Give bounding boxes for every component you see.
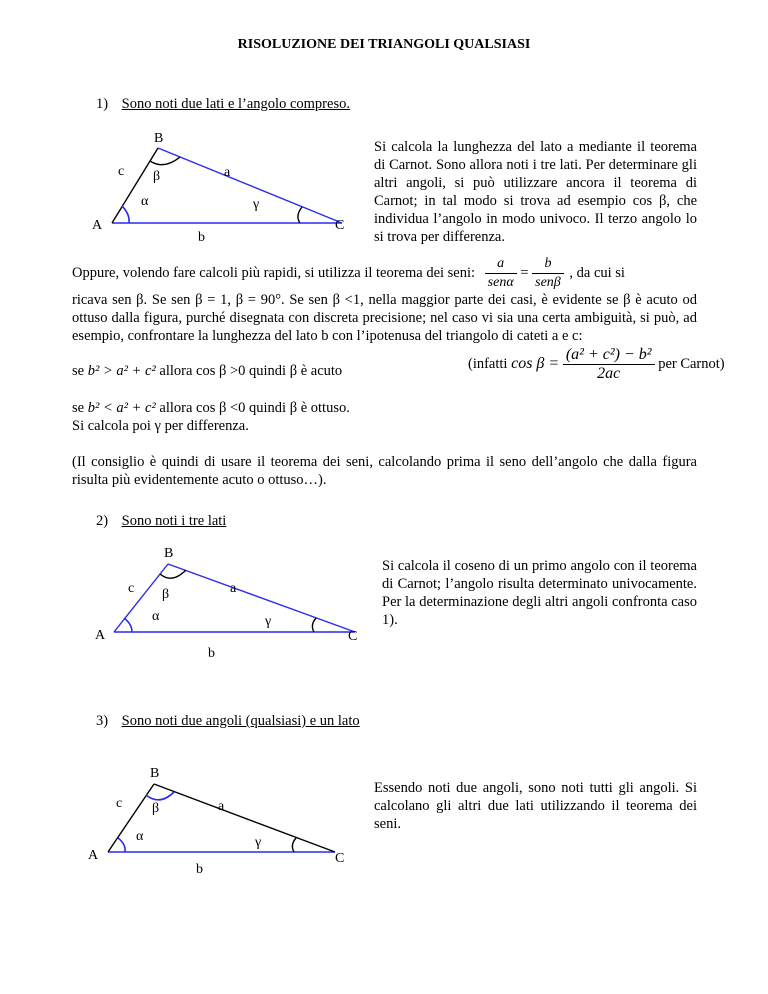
fraction-a-sin-alpha (485, 255, 517, 292)
side-label-c: c (118, 164, 125, 179)
section-2-description: Si calcola il coseno di un primo angolo con il teorema di Carnot; l’angolo risulta determinato univocamente. Per la determinazione degli altri angoli confronta caso 1). (382, 558, 697, 628)
angle-arc-gamma (292, 838, 296, 852)
infatti-text: (infatti (468, 355, 508, 372)
side-c (112, 148, 161, 223)
side-a (158, 148, 342, 223)
section-2-title: Sono noti i tre lati (121, 513, 227, 529)
frac-num-a: a (485, 255, 517, 274)
side-label-b: b (196, 862, 203, 877)
angle-label-gamma: γ (255, 835, 262, 850)
angle-label-alpha: α (136, 829, 144, 844)
side-label-c: c (128, 581, 135, 596)
frac-den-sen-beta: senβ (535, 275, 561, 290)
carnot-numerator: (a² + c²) − b² (563, 346, 655, 365)
angle-label-gamma: γ (253, 197, 260, 212)
equals-sign: = (520, 264, 529, 281)
vertex-label-A: A (95, 628, 106, 643)
side-label-b: b (198, 230, 205, 245)
section-2-heading (96, 513, 226, 530)
angle-arc-gamma (298, 207, 302, 223)
page-title: RISOLUZIONE DEI TRIANGOLI QUALSIASI (237, 37, 531, 52)
angle-arc-gamma (312, 618, 316, 632)
triangle-figure-3 (70, 760, 370, 880)
obtuse-conclusion: allora cos β <0 quindi β è ottuso. (159, 400, 350, 416)
angle-arc-alpha (124, 618, 132, 632)
section-3-title: Sono noti due angoli (qualsiasi) e un lato (121, 713, 360, 729)
advice-paragraph: (Il consiglio è quindi di usare il teorema dei seni, calcolando prima il seno dell’angolo che dalla figura risulta più evidentemente acuto o ottuso…). (72, 454, 697, 488)
se-label-1: se (72, 363, 85, 379)
section-1-paragraph-2: ricava sen β. Se sen β = 1, β = 90°. Se sen β <1, nella maggior parte dei casi, è evidente se β è acuto od ottuso dalla figura, purché disegnata con discreta precisione; nel caso vi sia una certa ambiguità, si può, ad esempio, confrontare la lunghezza del lato b con l’ipotenusa del triangolo di cateti a e c: (72, 292, 697, 344)
vertex-label-C: C (348, 629, 358, 644)
section-1-description: Si calcola la lunghezza del lato a mediante il teorema di Carnot. Sono allora noti i tre lati. Per determinare gli altri angoli, si può utilizzare ancora il teorema di Carnot; in tal modo si trova ad esempio cos β, che individua l’angolo in modo univoco. Il terzo angolo lo si trova per differenza. (374, 139, 697, 245)
angle-arc-beta (160, 570, 186, 578)
section-3-heading (96, 713, 360, 730)
da-cui-si-text: , da cui si (569, 264, 625, 281)
fraction-b-sin-beta (532, 255, 564, 292)
angle-label-beta: β (162, 587, 170, 602)
section-1-title: Sono noti due lati e l’angolo compreso. (121, 96, 350, 112)
frac-den-sen-alpha: senα (487, 275, 514, 290)
oppure-text: Oppure, volendo fare calcoli più rapidi, si utilizza il teorema dei seni: (72, 264, 476, 281)
vertex-label-C: C (335, 218, 345, 233)
angle-label-beta: β (152, 801, 160, 816)
sine-theorem-line (72, 255, 702, 292)
section-2-number: 2) (96, 513, 109, 529)
carnot-formula (468, 346, 725, 383)
side-label-a: a (218, 799, 225, 814)
carnot-fraction (563, 346, 655, 383)
vertex-label-B: B (150, 766, 160, 781)
triangle-figure-1 (70, 120, 360, 250)
side-a (154, 784, 335, 852)
angle-arc-alpha (122, 206, 129, 223)
angle-label-alpha: α (152, 609, 160, 624)
angle-arc-beta (146, 792, 174, 800)
vertex-label-B: B (164, 546, 174, 561)
angle-arc-beta (150, 157, 180, 165)
cos-beta-lhs: cos β = (511, 354, 560, 372)
vertex-label-C: C (335, 851, 345, 866)
side-c (108, 784, 154, 852)
inequality-less: b² < a² + c² (87, 400, 156, 416)
carnot-denominator: 2ac (597, 365, 621, 382)
triangle-figure-2 (70, 540, 370, 665)
section-1-number: 1) (96, 96, 109, 112)
gamma-difference-line: Si calcola poi γ per differenza. (72, 418, 249, 434)
section-3-description: Essendo noti due angoli, sono noti tutti gli angoli. Si calcolano gli altri due lati utilizzando il teorema dei seni. (374, 780, 697, 832)
acute-conclusion: allora cos β >0 quindi β è acuto (159, 363, 343, 379)
condition-acute-line (72, 362, 342, 380)
angle-label-alpha: α (141, 194, 149, 209)
side-label-b: b (208, 646, 215, 661)
condition-obtuse-line (72, 399, 350, 417)
angle-label-beta: β (153, 169, 161, 184)
per-carnot-text: per Carnot) (658, 355, 725, 372)
se-label-2: se (72, 400, 85, 416)
vertex-label-A: A (92, 218, 103, 233)
side-label-c: c (116, 796, 123, 811)
frac-num-b: b (532, 255, 564, 274)
vertex-label-A: A (88, 848, 99, 863)
inequality-greater: b² > a² + c² (87, 363, 156, 379)
side-label-a: a (224, 165, 231, 180)
angle-arc-alpha (118, 838, 125, 852)
side-label-a: a (230, 581, 237, 596)
section-3-number: 3) (96, 713, 109, 729)
section-1-heading (96, 96, 350, 113)
angle-label-gamma: γ (265, 614, 272, 629)
side-a (168, 564, 355, 632)
vertex-label-B: B (154, 131, 164, 146)
